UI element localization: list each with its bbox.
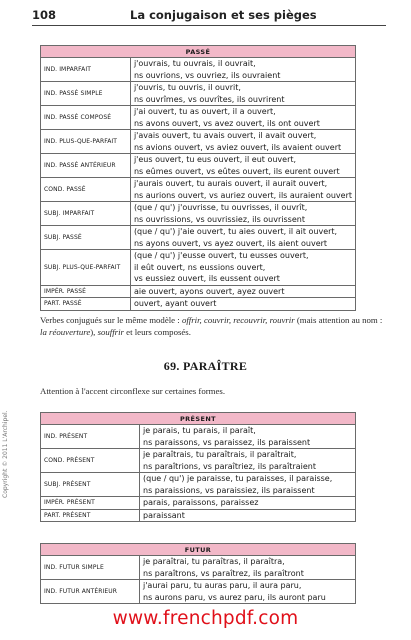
section-title: 69. PARAÎTRE — [163, 359, 248, 373]
note-verbs-list: offrir, couvrir, recouvrir, rouvrir — [181, 315, 295, 325]
form-line: ns avions ouvert, vs aviez ouvert, ils avaient ouvert — [133, 142, 342, 152]
conjugated-forms — [140, 473, 356, 497]
conjugated-forms — [140, 449, 356, 473]
conjugated-forms — [130, 298, 355, 311]
conjugation-table-passe — [40, 45, 356, 311]
conjugated-forms — [130, 106, 355, 130]
form-line: ns avons ouvert, vs avez ouvert, ils ont ouvert — [133, 118, 320, 128]
conjugated-forms — [130, 130, 355, 154]
form-line: je paraîtrais, tu paraîtrais, il paraîtrait, — [143, 450, 297, 459]
tense-label: IND. FUTUR SIMPLE — [41, 556, 140, 580]
form-line: parais, paraissons, paraissez — [143, 498, 259, 507]
tense-label: IND. IMPARFAIT — [41, 58, 131, 82]
note-text: ), — [90, 327, 98, 337]
tense-label: COND. PASSÉ — [41, 178, 131, 202]
table-row — [41, 58, 356, 82]
form-line: ns paraîtrions, vs paraîtriez, ils paraîtraient — [143, 461, 316, 471]
table-row — [41, 509, 356, 522]
conjugated-forms — [130, 250, 355, 286]
note-similar-verbs — [40, 314, 386, 338]
tense-label: IMPÉR. PASSÉ — [41, 285, 131, 298]
tense-label: COND. PRÉSENT — [41, 449, 140, 473]
form-line: j'avais ouvert, tu avais ouvert, il avait ouvert, — [133, 131, 317, 140]
tense-label: PART. PRÉSENT — [41, 509, 140, 522]
conjugation-table-futur — [40, 543, 356, 604]
conjugated-forms — [140, 425, 356, 449]
tense-label: IMPÉR. PRÉSENT — [41, 497, 140, 510]
tense-label: PART. PASSÉ — [41, 298, 131, 311]
form-line: ns paraissons, vs paraissez, ils paraissent — [143, 437, 311, 447]
tense-label: IND. PLUS-QUE-PARFAIT — [41, 130, 131, 154]
form-line: j'ouvris, tu ouvris, il ouvrit, — [133, 83, 241, 92]
tense-label: SUBJ. PLUS-QUE-PARFAIT — [41, 250, 131, 286]
table-row — [41, 425, 356, 449]
conjugated-forms — [130, 226, 355, 250]
running-title: La conjugaison et ses pièges — [130, 8, 317, 22]
tense-label: IND. PASSÉ ANTÉRIEUR — [41, 154, 131, 178]
header-rule — [32, 25, 386, 26]
table-header: PASSÉ — [41, 46, 356, 58]
form-line: ns paraîtrons, vs paraîtrez, ils paraîtront — [143, 568, 304, 578]
table-row — [41, 106, 356, 130]
form-line: (que / qu') je paraisse, tu paraisses, il paraisse, — [143, 474, 333, 483]
note-text: et leurs composés. — [123, 327, 191, 337]
conjugated-forms — [140, 509, 356, 522]
form-line: j'ouvrais, tu ouvrais, il ouvrait, — [133, 59, 256, 68]
form-line: paraissant — [143, 510, 185, 520]
form-line: ns eûmes ouvert, vs eûtes ouvert, ils eurent ouvert — [133, 166, 340, 176]
tense-label: IND. PRÉSENT — [41, 425, 140, 449]
tense-label: IND. PASSÉ SIMPLE — [41, 82, 131, 106]
table-row — [41, 473, 356, 497]
conjugated-forms — [130, 178, 355, 202]
table-row — [41, 556, 356, 580]
form-line: ns ouvrissions, vs ouvrissiez, ils ouvrissent — [133, 214, 305, 224]
section-note: Attention à l'accent circonflexe sur certaines formes. — [40, 386, 226, 396]
copyright-notice: Copyright © 2011 L'Archipel. — [2, 410, 9, 498]
tense-label: SUBJ. PRÉSENT — [41, 473, 140, 497]
page-header — [32, 8, 382, 26]
tense-label: SUBJ. PASSÉ — [41, 226, 131, 250]
conjugated-forms — [130, 58, 355, 82]
conjugation-table-present — [40, 412, 356, 522]
tense-label: IND. PASSÉ COMPOSÉ — [41, 106, 131, 130]
form-line: ns ayons ouvert, vs ayez ouvert, ils aient ouvert — [133, 238, 328, 248]
table-header: FUTUR — [41, 544, 356, 556]
form-line: ouvert, ayant ouvert — [133, 299, 217, 308]
form-line: ns paraissions, vs paraissiez, ils paraissent — [143, 485, 315, 495]
note-verb: souffrir — [97, 327, 124, 337]
form-line: j'eus ouvert, tu eus ouvert, il eut ouvert, — [133, 155, 297, 164]
page-number: 108 — [32, 8, 57, 22]
form-line: je paraîtrai, tu paraîtras, il paraîtra, — [143, 557, 285, 566]
conjugated-forms — [140, 556, 356, 580]
conjugated-forms — [130, 202, 355, 226]
table-row — [41, 202, 356, 226]
table-row — [41, 449, 356, 473]
conjugated-forms — [140, 497, 356, 510]
form-line: vs eussiez ouvert, ils eussent ouvert — [133, 274, 280, 283]
form-line: (que / qu') j'eusse ouvert, tu eusses ouvert, — [133, 251, 309, 260]
watermark-url: www.frenchpdf.com — [112, 608, 299, 629]
form-line: ns aurions ouvert, vs auriez ouvert, ils auraient ouvert — [133, 190, 352, 200]
form-line: j'aurai paru, tu auras paru, il aura paru, — [143, 581, 302, 590]
table-row — [41, 82, 356, 106]
form-line: ns ouvrions, vs ouvriez, ils ouvraient — [133, 70, 281, 80]
table-row — [41, 580, 356, 604]
conjugated-forms — [130, 154, 355, 178]
form-line: je parais, tu parais, il paraît, — [143, 426, 256, 435]
conjugated-forms — [130, 285, 355, 298]
note-text: (mais attention au nom : — [294, 315, 383, 325]
table-row — [41, 154, 356, 178]
form-line: ns aurons paru, vs aurez paru, ils auront paru — [143, 592, 326, 602]
table-row — [41, 178, 356, 202]
conjugated-forms — [130, 82, 355, 106]
form-line: j'aurais ouvert, tu aurais ouvert, il aurait ouvert, — [133, 179, 328, 188]
form-line: ns ouvrîmes, vs ouvrîtes, ils ouvrirent — [133, 94, 285, 104]
form-line: (que / qu') j'ouvrisse, tu ouvrisses, il ouvrît, — [133, 203, 308, 212]
table-row — [41, 298, 356, 311]
form-line: j'ai ouvert, tu as ouvert, il a ouvert, — [133, 107, 276, 116]
table-row — [41, 250, 356, 286]
note-noun: la réouverture — [40, 327, 91, 337]
table-header: PRÉSENT — [41, 413, 356, 425]
tense-label: SUBJ. IMPARFAIT — [41, 202, 131, 226]
form-line: (que / qu') j'aie ouvert, tu aies ouvert, il ait ouvert, — [133, 227, 338, 236]
table-row — [41, 130, 356, 154]
tense-label: IND. FUTUR ANTÉRIEUR — [41, 580, 140, 604]
table-row — [41, 497, 356, 510]
conjugated-forms — [140, 580, 356, 604]
table-row — [41, 285, 356, 298]
form-line: il eût ouvert, ns eussions ouvert, — [133, 262, 266, 272]
note-text: Verbes conjugués sur le même modèle : — [40, 315, 182, 325]
table-row — [41, 226, 356, 250]
form-line: aie ouvert, ayons ouvert, ayez ouvert — [133, 286, 285, 296]
